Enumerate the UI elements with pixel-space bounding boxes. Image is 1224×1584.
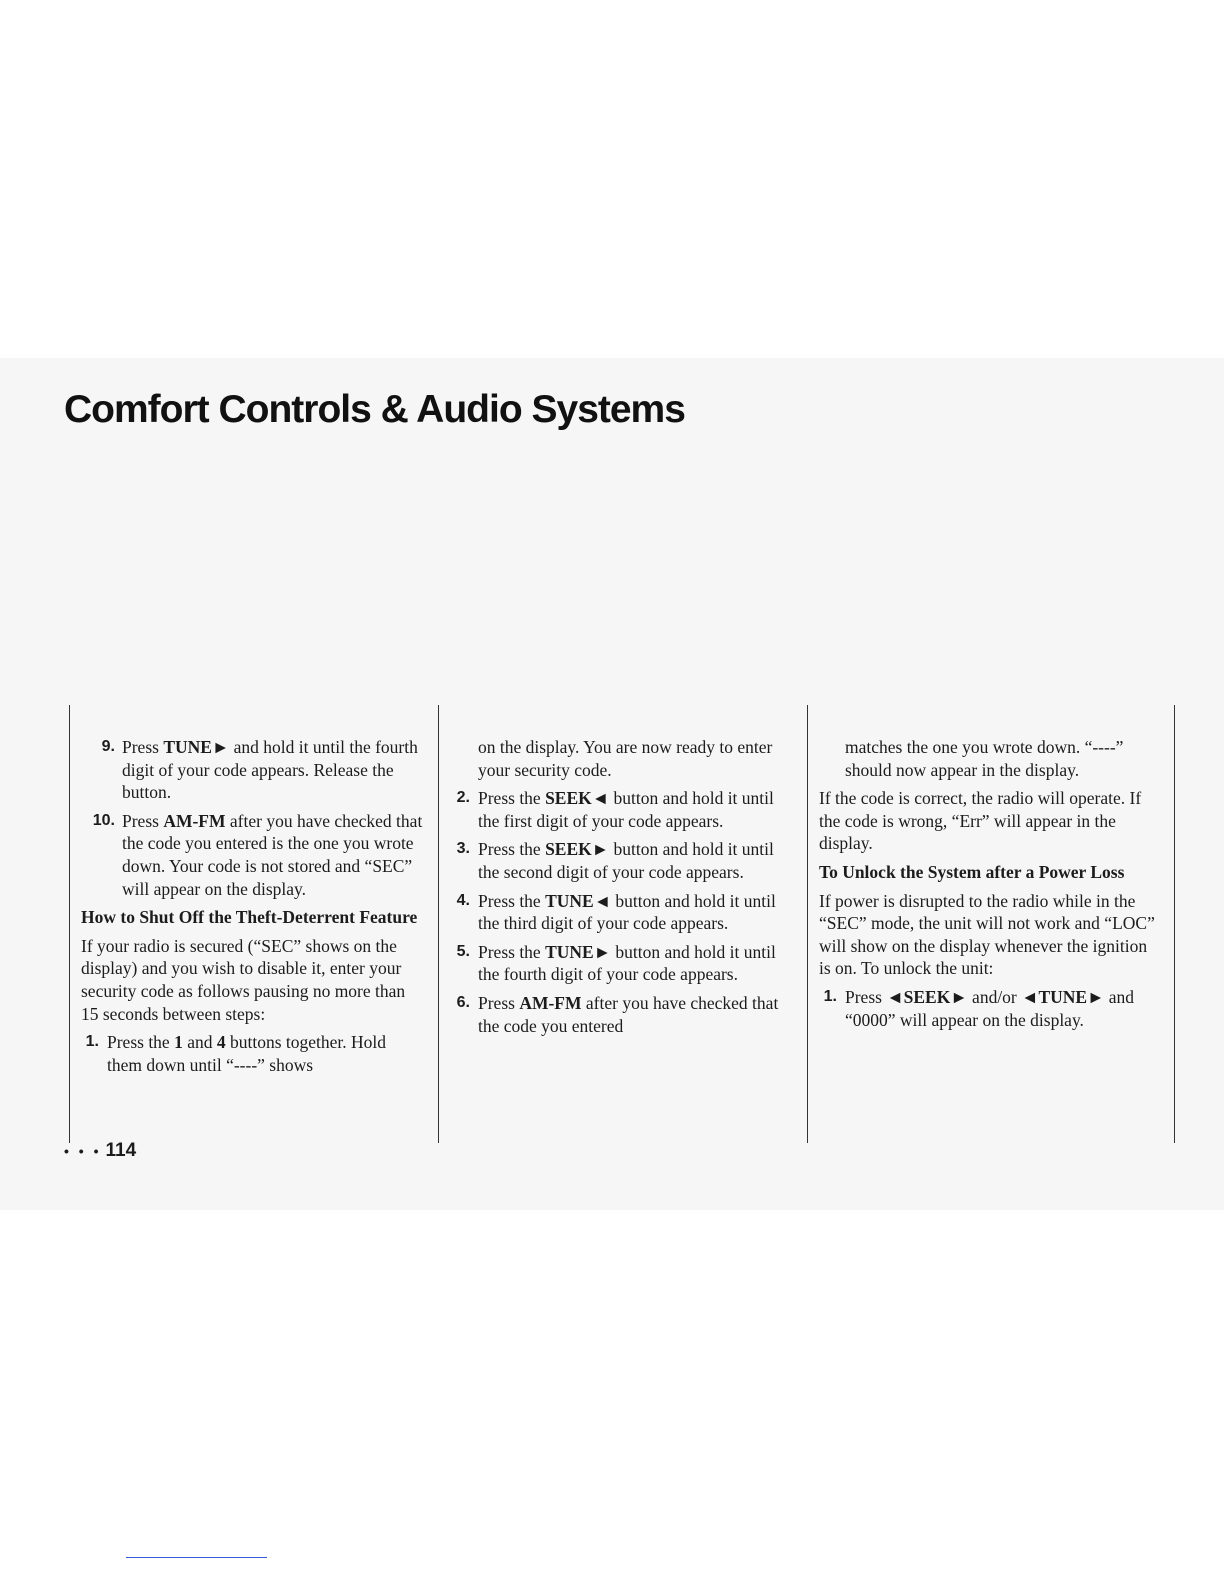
step-text: Press the [478, 839, 546, 860]
step-number: 4. [456, 891, 470, 909]
column-rule [1174, 705, 1175, 1143]
step-text: Press [845, 986, 887, 1007]
column-3 [819, 736, 1157, 1037]
tune-right-key: TUNE► [163, 737, 230, 757]
step-text: and/or [967, 986, 1022, 1007]
step-6 [448, 992, 798, 1037]
column-1 [81, 736, 423, 1082]
step-text: Press [478, 992, 520, 1013]
paragraph: If your radio is secured (“SEC” shows on the display) and you wish to disable it, enter your security code as follows pausing no more than 15 seconds between steps: [81, 935, 406, 1024]
seek-right-key: SEEK► [545, 839, 610, 860]
step-4 [448, 890, 798, 935]
step-text: button and hold it until the third digit of your code appears. [478, 890, 776, 934]
am-fm-key: AM-FM [519, 992, 582, 1013]
step-text: after you have checked that the code you entered is the one you wrote down. Your code is not stored and “SEC” will appear on the display. [122, 810, 423, 899]
continued-text: on the display. You are now ready to enter your security code. [478, 737, 773, 780]
page-number-dots: • • • [64, 1142, 102, 1159]
step-number: 9. [101, 738, 115, 755]
step-number: 5. [456, 942, 470, 960]
column-rule [807, 705, 808, 1143]
step-text: and [182, 1032, 217, 1053]
column-rule [69, 705, 70, 1143]
paragraph: If the code is correct, the radio will operate. If the code is wrong, “Err” will appear in the display. [819, 788, 1142, 854]
step-text: Press [122, 737, 164, 757]
step-number: 3. [456, 840, 470, 858]
step-number: 6. [456, 993, 470, 1011]
step-text: and hold it until the fourth digit of your code appears. Release the button. [122, 737, 418, 803]
step-text: button and hold it until the first digit of your code appears. [478, 788, 774, 831]
page-number [64, 1140, 136, 1162]
step-2 [448, 787, 798, 832]
step-text: button and hold it until the second digit of your code appears. [478, 839, 774, 882]
step-number: 2. [456, 789, 470, 807]
seek-left-key: SEEK◄ [545, 788, 610, 809]
step-1 [819, 986, 1157, 1031]
step-number: 10. [92, 811, 115, 829]
tune-key: ◄TUNE► [1021, 986, 1105, 1007]
step-10 [81, 810, 423, 900]
step-3 [448, 838, 798, 883]
step-9 [81, 736, 423, 804]
step-5 [448, 941, 798, 986]
section-title: Comfort Controls & Audio Systems [64, 388, 685, 431]
step-number: 1. [823, 987, 837, 1005]
step-text: button and hold it until the fourth digit of your code appears. [478, 941, 776, 985]
step-text: Press [122, 810, 164, 831]
step-number: 1. [85, 1033, 99, 1051]
button-1-key: 1 [174, 1032, 183, 1053]
column-2 [448, 736, 798, 1043]
am-fm-key: AM-FM [163, 810, 226, 831]
page-number-value: 114 [105, 1140, 137, 1161]
seek-key: ◄SEEK► [886, 986, 968, 1007]
step-text: buttons together. Hold them down until “----” shows [107, 1032, 387, 1075]
step-text: Press the [478, 890, 546, 911]
tune-left-key: TUNE◄ [545, 890, 612, 911]
tune-right-key: TUNE► [545, 941, 612, 962]
footer-link-underline[interactable] [126, 1557, 267, 1558]
step-1 [81, 1031, 423, 1076]
step-text: after you have checked that the code you entered [478, 992, 779, 1036]
subheading-shut-off: How to Shut Off the Theft-Deterrent Feature [81, 907, 418, 928]
step-text: and “0000” will appear on the display. [845, 986, 1135, 1030]
continued-text: matches the one you wrote down. “----” should now appear in the display. [845, 737, 1124, 780]
step-text: Press the [478, 788, 546, 809]
subheading-unlock: To Unlock the System after a Power Loss [819, 861, 1125, 882]
step-text: Press the [107, 1032, 175, 1053]
column-rule [438, 705, 439, 1143]
paragraph: If power is disrupted to the radio while in the “SEC” mode, the unit will not work and “LOC” will show on the display whenever the ignition is on. To unlock the unit: [819, 890, 1155, 979]
button-4-key: 4 [216, 1032, 226, 1053]
step-text: Press the [478, 941, 546, 962]
